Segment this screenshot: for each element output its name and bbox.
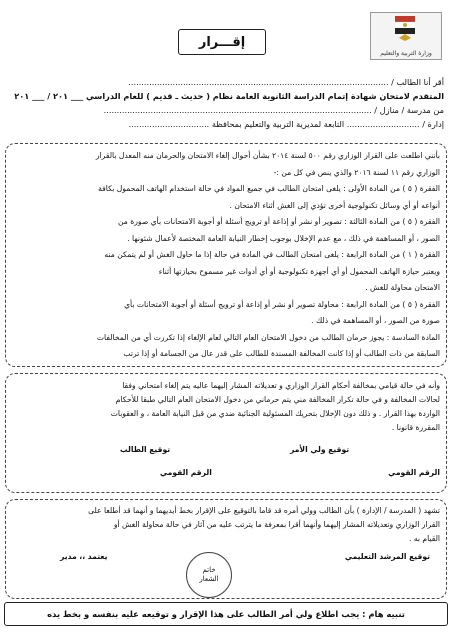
counselor-signature-label: توقيع المرشد التعليمي [344,552,430,561]
stamp-line-1: خاتم [202,566,216,574]
logo-caption: وزارة التربية والتعليم [380,50,432,57]
eagle-emblem-icon [395,16,415,42]
stamp-line-2: الشعار [199,575,219,583]
exam-year-line: المتقدم لامتحان شهادة إتمام الدراسة الثانوية العامة نظام ( حديث ـ قديم ) للعام الدراسي ___ ٢٠١ / ___ ٢٠١ [14,91,444,101]
sec1-line: بأنني اطلعت على القرار الوزاري رقم ٥٠٠ لسنة ٢٠١٤ بشأن أحوال إلغاء الامتحان والحرمان منه المعدل بالقرار [95,151,440,160]
sec1-line: الامتحان محاولة للغش . [365,283,440,292]
sec1-line: ويعتبر حيازة الهاتف المحمول أو أي أجهزة تكنولوجية أو أي أدوات غير مسموح بحيازتها أثناء [158,266,440,276]
guardian-national-id-label: الرقم القومي [388,468,440,477]
sec1-line: الفقرة ( ٥ ) من المادة الأولى : يلغى امتحان الطالب في جميع المواد في حالة استخدام الهاتف المحمول بكافة [98,184,440,193]
student-name-line: أقر أنا الطالب / .................................................................................................... [128,77,444,87]
ministry-logo [370,12,442,60]
sec2-line: لحالات المخالفة و في حالة تكرار المخالفة مني يتم حرماني من دخول الامتحان العام التالي طبقا للأحكام [115,395,440,404]
director-signature-label: يعتمد ،، مدير [60,552,108,561]
sec2-line: المقررة قانونا . [391,423,440,432]
sec1-line: الفقرة ( ١ ) من المادة الرابعة : يلغى امتحان الطالب في المادة في حالة إذا ما حاول الغش أو لم يتمكن منه [104,250,440,259]
student-national-id-label: الرقم القومي [160,468,212,477]
student-signature-label: توقيع الطالب [120,445,171,454]
sec1-line: أنواعه أو أي وسائل تكنولوجية أخرى تؤدي إلى الغش أثناء الامتحان . [229,200,440,210]
sec3-line: القرار الوزاري وتعديلاته المشار إليهما وأنهما أقرا بمعرفة ما يترتب عليه من آثار في حالة محاولة الغش أو [113,520,440,529]
document-title: إقـــرار [178,29,266,55]
sec1-line: المادة السادسة : يجوز حرمان الطالب من دخول الامتحان العام التالي لعام الإلغاء إذا تكررت أي من المخالفات [96,332,440,342]
school-line: من مدرسة / منازل / ....................................................................................................... [103,105,444,115]
sec1-line: الفقرة ( ٥ ) من المادة الثالثة : تصوير أو نشر أو إذاعة أو ترويج أسئلة أو أجوبة الامتحانات بأي صورة من [118,217,440,226]
sec2-line: وأنه في حالة قيامي بمخالفة أحكام القرار الوزاري و تعديلاته المشار إليهما عاليه يتم إلغاء امتحاني وفقا [122,381,440,390]
sec2-line: الواردة بهذا القرار . و ذلك دون الإخلال بتحريك المسئولية الجنائية ضدي من قبل النيابة العامة ، و العقوبات [110,409,440,418]
sec1-line: الفقرة ( ٥ ) من المادة الرابعة : محاولة تصوير أو نشر أو إذاعة أو ترويج أسئلة أو أجوبة الامتحانات بأي [124,299,440,309]
sec3-line: القيام به . [409,534,440,543]
sec1-line: صورة من الصور ، أو المساهمة في ذلك . [311,316,440,325]
sec3-line: تشهد ( المدرسة / الإدارة ) بأن الطالب وولي أمره قد قاما بالتوقيع على الإقرار بخط أيديهما و أنهما قد أطلعا على [88,506,440,515]
important-notice: تنبيه هام : يجب اطلاع ولي أمر الطالب على هذا الإقرار و توقيعه عليه بنفسه و بخط يده [4,602,448,626]
guardian-signature-label: توقيع ولي الأمر [290,445,350,454]
official-stamp-placeholder [186,552,232,598]
administration-line: إدارة / ............................ التابعة لمديرية التربية والتعليم بمحافظة ............................... [128,119,444,129]
pledge-box [5,373,447,493]
sec1-line: السابقة من ذات الطالب أو إذا كانت المخالفة المسندة للطالب على قدر عال من الجسامة أو إذا ترتب [123,349,440,358]
sec1-line: الوزاري رقم ١١ لسنة ٢٠١٦ والذي ينص في كل من :- [273,167,440,177]
sec1-line: الصور ، أو المساهمة في ذلك ، مع عدم الإخلال بوجوب إخطار النيابة العامة المختصة لأعمال شئونها . [127,233,440,243]
